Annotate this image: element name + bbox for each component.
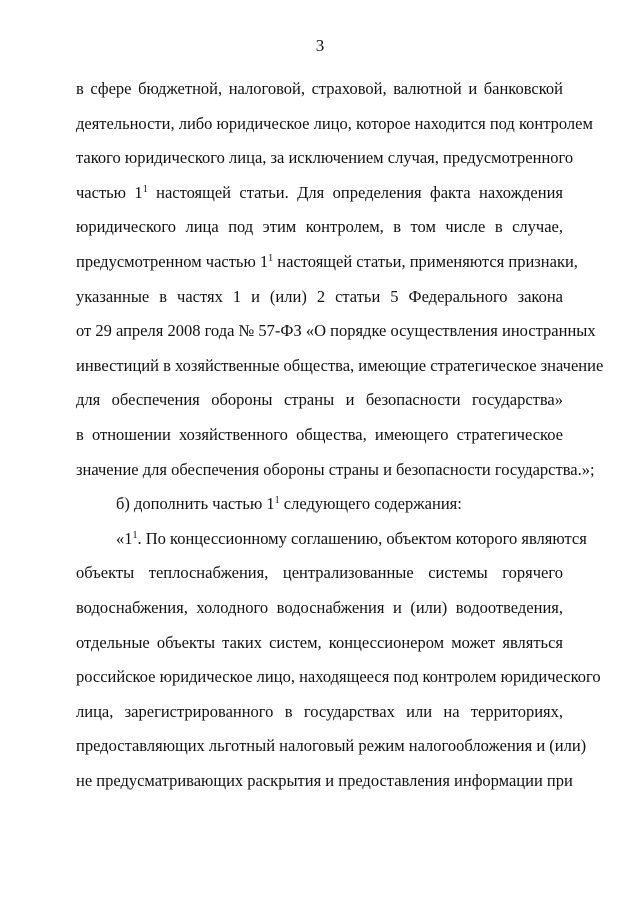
superscript-index: 1 <box>274 495 280 507</box>
text-line <box>76 252 578 272</box>
text-line: такого юридического лица, за исключением случая, предусмотренного <box>76 148 574 168</box>
text-line: предоставляющих льготный налоговый режим налогообложения и (или) <box>76 736 587 756</box>
text-line: объекты теплоснабжения, централизованные системы горячего <box>76 563 563 583</box>
text-run: б) дополнить частью 1 <box>116 494 275 514</box>
text-line: в сфере бюджетной, налоговой, страховой, валютной и банковской <box>76 79 563 98</box>
text-line: деятельности, либо юридическое лицо, которое находится под контролем <box>76 113 593 133</box>
superscript-index: 1 <box>142 183 148 195</box>
text-run: следующего содержания: <box>279 494 462 514</box>
text-run: . По концессионному соглашению, объектом которого являются <box>137 528 587 548</box>
text-line: российское юридическое лицо, находящееся под контролем юридического <box>76 667 601 687</box>
superscript-index: 1 <box>268 253 274 264</box>
text-run: частью 1 <box>76 182 143 202</box>
superscript-index: 1 <box>132 529 138 541</box>
text-run: настоящей статьи. Для определения факта нахождения <box>147 182 563 202</box>
text-line <box>116 528 587 549</box>
text-run: «1 <box>116 528 133 548</box>
text-line: для обеспечения обороны страны и безопасности государства» <box>76 390 563 410</box>
text-line: от 29 апреля 2008 года № 57-ФЗ «О порядке осуществления иностранных <box>76 321 596 341</box>
page-number: 3 <box>315 36 325 55</box>
text-line <box>76 183 563 203</box>
text-line <box>116 494 563 514</box>
text-run: настоящей статьи, применяются признаки, <box>273 252 578 271</box>
text-line: значение для обеспечения обороны страны и безопасности государства.»; <box>76 459 595 479</box>
text-line: юридического лица под этим контролем, в том числе в случае, <box>76 217 563 237</box>
text-line: водоснабжения, холодного водоснабжения и (или) водоотведения, <box>76 598 563 617</box>
text-line: отдельные объекты таких систем, концессионером может являться <box>76 632 563 652</box>
text-run: предусмотренном частью 1 <box>76 252 269 271</box>
text-line: указанные в частях 1 и (или) 2 статьи 5 Федерального закона <box>76 286 563 306</box>
text-line: в отношении хозяйственного общества, имеющего стратегическое <box>76 425 563 444</box>
text-line: инвестиций в хозяйственные общества, имеющие стратегическое значение <box>76 355 604 375</box>
text-line: не предусматривающих раскрытия и предоставления информации при <box>76 771 573 790</box>
text-line: лица, зарегистрированного в государствах или на территориях, <box>76 701 563 721</box>
